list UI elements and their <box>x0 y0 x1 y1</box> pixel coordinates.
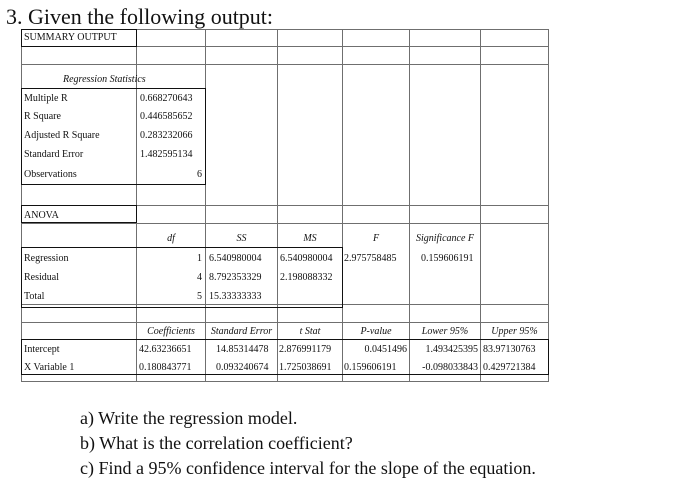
coef-cell: 0.093240674 <box>216 362 269 373</box>
coef-cell: 2.876991179 <box>279 344 332 355</box>
anova-cell: 1 <box>197 253 202 264</box>
regression-statistics-header: Regression Statistics <box>63 74 146 85</box>
question-a: a) Write the regression model. <box>80 408 298 428</box>
anova-cell: 2.975758485 <box>344 253 397 264</box>
question-c: c) Find a 95% confidence interval for the slope of the equation. <box>80 458 536 478</box>
coef-cell: 0.159606191 <box>344 362 397 373</box>
stat-value: 0.283232066 <box>140 130 193 141</box>
anova-label: ANOVA <box>24 210 59 221</box>
grid-line <box>21 223 549 224</box>
stat-label: Multiple R <box>24 93 68 104</box>
anova-cell: 5 <box>197 291 202 302</box>
grid-line <box>21 322 549 323</box>
question-title: 3. Given the following output: <box>6 4 274 29</box>
anova-row-label: Total <box>24 291 45 302</box>
questions-list <box>80 406 536 481</box>
coef-header-p-value: P-value <box>360 326 392 337</box>
anova-row-label: Regression <box>24 253 69 264</box>
grid-line <box>21 381 549 382</box>
coef-header-coefficients: Coefficients <box>147 326 195 337</box>
anova-header-ss: SS <box>236 233 247 244</box>
stat-label: R Square <box>24 111 61 122</box>
coef-cell: -0.098033843 <box>422 362 478 373</box>
coef-header-upper-95: Upper 95% <box>491 326 538 337</box>
anova-header-ms: MS <box>303 233 317 244</box>
coef-cell: 0.429721384 <box>483 362 536 373</box>
grid-line <box>548 29 549 382</box>
coef-cell: 42.63236651 <box>139 344 192 355</box>
anova-cell: 4 <box>197 272 202 283</box>
question-b: b) What is the correlation coefficient? <box>80 433 353 453</box>
stat-label: Observations <box>24 169 77 180</box>
regression-output-sheet <box>21 29 549 382</box>
coef-cell: 14.85314478 <box>216 344 269 355</box>
anova-cell: 8.792353329 <box>209 272 262 283</box>
coef-header-standard-error: Standard Error <box>210 326 273 337</box>
coef-cell: 0.180843771 <box>139 362 192 373</box>
stat-value: 0.446585652 <box>140 111 193 122</box>
anova-cell: 6.540980004 <box>209 253 262 264</box>
anova-cell: 15.33333333 <box>209 291 262 302</box>
coef-header-lower-95: Lower 95% <box>421 326 469 337</box>
anova-row-label: Residual <box>24 272 59 283</box>
anova-cell: 0.159606191 <box>421 253 474 264</box>
stat-label: Standard Error <box>24 149 84 160</box>
coef-cell: 0.0451496 <box>364 344 407 355</box>
coef-header-t-stat: t Stat <box>299 326 321 337</box>
stat-value: 6 <box>197 169 202 180</box>
coef-row-label: X Variable 1 <box>24 362 75 373</box>
grid-line <box>21 64 549 65</box>
anova-cell: 6.540980004 <box>280 253 333 264</box>
anova-header-significance-f: Significance F <box>415 233 475 244</box>
anova-header-f: F <box>372 233 380 244</box>
coef-cell: 1.725038691 <box>279 362 332 373</box>
coef-cell: 83.97130763 <box>483 344 536 355</box>
stat-value: 1.482595134 <box>140 149 193 160</box>
stat-label: Adjusted R Square <box>24 130 100 141</box>
stat-value: 0.668270643 <box>140 93 193 104</box>
coef-row-label: Intercept <box>24 344 60 355</box>
coef-cell: 1.493425395 <box>425 344 478 355</box>
summary-output-label: SUMMARY OUTPUT <box>24 32 117 43</box>
anova-header-df: df <box>167 233 175 244</box>
anova-cell: 2.198088332 <box>280 272 333 283</box>
